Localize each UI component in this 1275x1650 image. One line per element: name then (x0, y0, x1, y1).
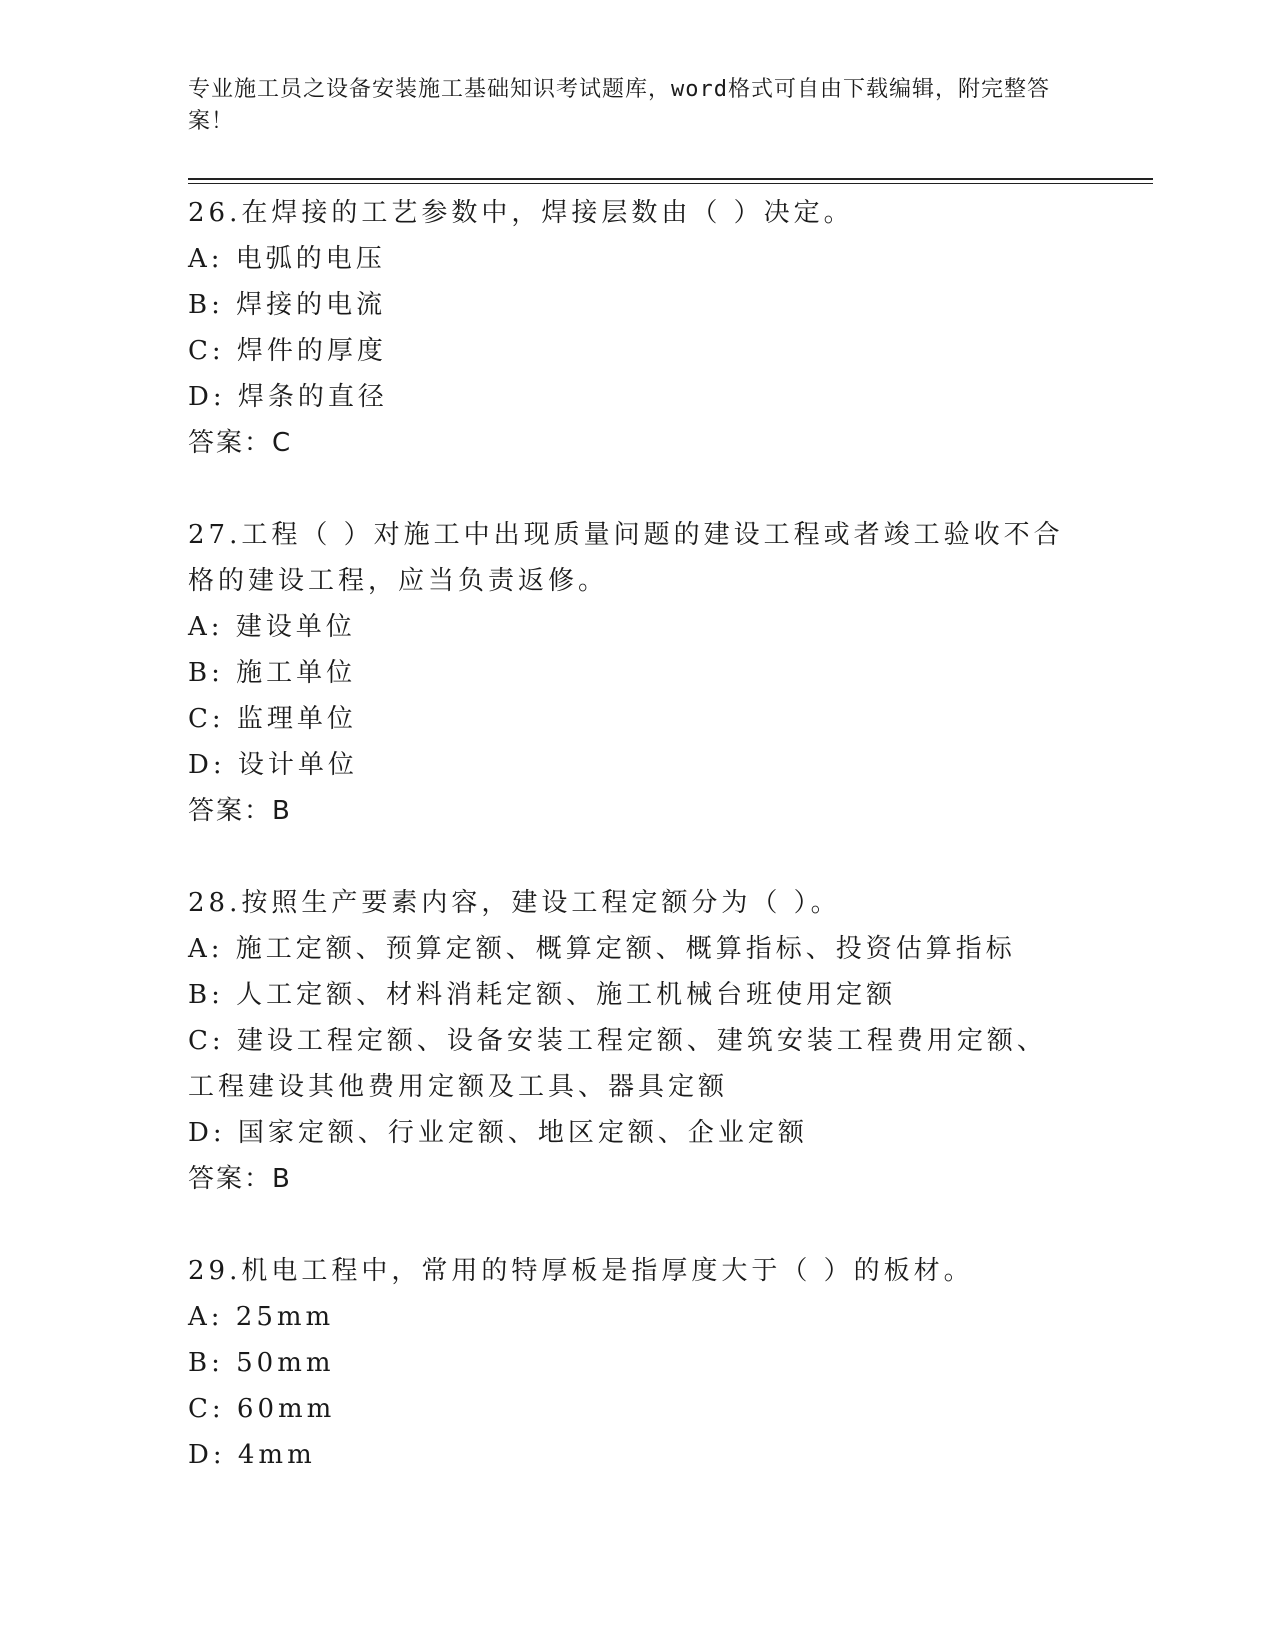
option-c: C: 60mm (188, 1394, 336, 1424)
option-b: B: 焊接的电流 (188, 290, 387, 320)
option-d: D: 国家定额、行业定额、地区定额、企业定额 (188, 1118, 808, 1148)
question-27 (188, 512, 1088, 834)
option-c: C: 焊件的厚度 (188, 336, 387, 366)
option-a: A: 25mm (188, 1302, 335, 1332)
answer-label: 答案：B (188, 796, 292, 826)
option-b: B: 50mm (188, 1348, 335, 1378)
question-list (188, 190, 1088, 1524)
option-b: B: 人工定额、材料消耗定额、施工机械台班使用定额 (188, 980, 897, 1010)
question-stem: 27.工程（ ）对施工中出现质量问题的建设工程或者竣工验收不合格的建设工程，应当负责返修。 (188, 520, 1064, 596)
answer-label: 答案：B (188, 1164, 292, 1194)
option-b: B: 施工单位 (188, 658, 357, 688)
option-d: D: 4mm (188, 1440, 316, 1470)
question-29 (188, 1248, 1088, 1478)
option-c: C: 监理单位 (188, 704, 357, 734)
question-28 (188, 880, 1088, 1202)
question-stem: 29.机电工程中，常用的特厚板是指厚度大于（ ）的板材。 (188, 1256, 974, 1286)
document-header: 专业施工员之设备安装施工基础知识考试题库，word格式可自由下载编辑，附完整答案！ (188, 77, 1050, 134)
option-d: D: 设计单位 (188, 750, 358, 780)
option-a: A: 施工定额、预算定额、概算定额、概算指标、投资估算指标 (188, 934, 1016, 964)
question-stem: 26.在焊接的工艺参数中，焊接层数由（ ）决定。 (188, 198, 854, 228)
question-26 (188, 190, 1088, 466)
question-stem: 28.按照生产要素内容，建设工程定额分为（ ）。 (188, 888, 841, 918)
option-c: C: 建设工程定额、设备安装工程定额、建筑安装工程费用定额、工程建设其他费用定额及工具、器具定额 (188, 1026, 1047, 1102)
option-d: D: 焊条的直径 (188, 382, 388, 412)
header-divider-thick (188, 178, 1153, 180)
option-a: A: 建设单位 (188, 612, 356, 642)
answer-label: 答案：C (188, 428, 293, 458)
option-a: A: 电弧的电压 (188, 244, 386, 274)
header-divider-thin (188, 183, 1153, 184)
